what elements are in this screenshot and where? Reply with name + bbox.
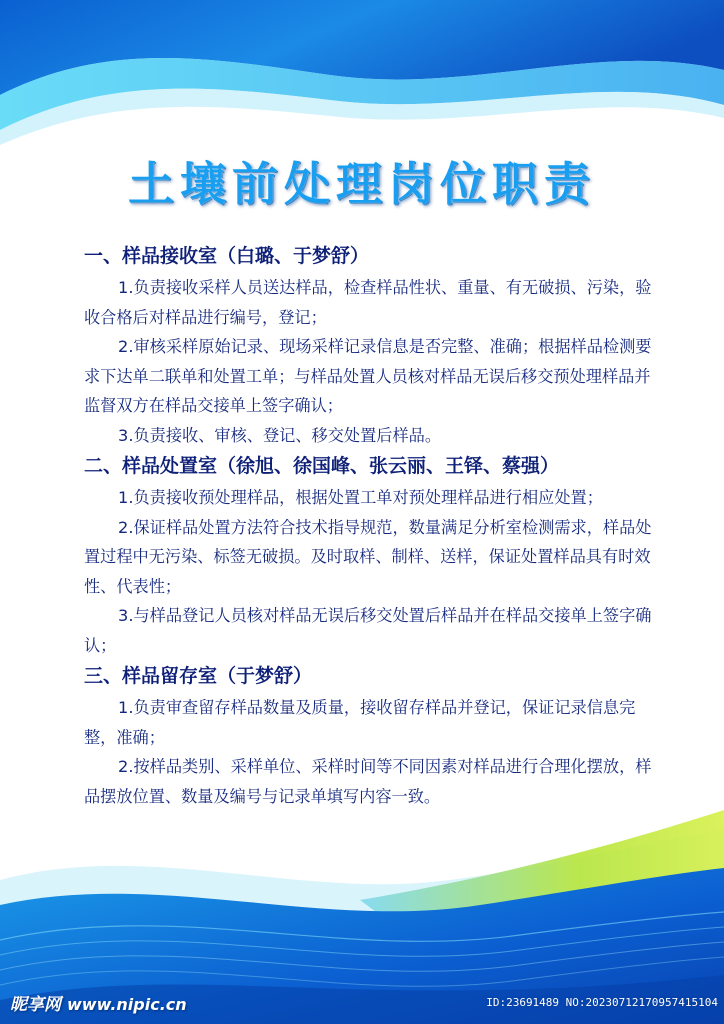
section-retention xyxy=(84,660,656,811)
duty-item: 3.负责接收、审核、登记、移交处置后样品。 xyxy=(118,425,442,445)
section-heading: 三、样品留存室（于梦舒） xyxy=(84,665,313,687)
duty-item: 1.负责审查留存样品数量及质量，接收留存样品并登记，保证记录信息完整，准确； xyxy=(84,698,636,747)
watermark-logo xyxy=(10,990,187,1015)
section-heading: 二、样品处置室（徐旭、徐国峰、张云丽、王铎、蔡强） xyxy=(84,455,560,477)
poster-title: 土壤前处理岗位职责 xyxy=(128,157,596,211)
watermark-logo-text: 昵享网 xyxy=(10,995,61,1015)
watermark-site: www.nipic.cn xyxy=(67,995,187,1014)
duty-item: 1.负责接收预处理样品，根据处置工单对预处理样品进行相应处置； xyxy=(118,488,603,507)
duty-item: 2.按样品类别、采样单位、采样时间等不同因素对样品进行合理化摆放，样品摆放位置、数量及编号与记录单填写内容一致。 xyxy=(84,757,652,806)
watermark-image-id: ID:23691489 NO:20230712170957415104 xyxy=(486,996,718,1009)
duty-item: 2.审核采样原始记录、现场采样记录信息是否完整、准确；根据样品检测要求下达单二联单和处置工单；与样品处置人员核对样品无误后移交预处理样品并监督双方在样品交接单上签字确认； xyxy=(84,337,652,415)
duty-content xyxy=(84,240,656,811)
duty-item: 3.与样品登记人员核对样品无误后移交处置后样品并在样品交接单上签字确认； xyxy=(84,606,652,655)
section-heading: 一、样品接收室（白璐、于梦舒） xyxy=(84,245,370,267)
section-reception xyxy=(84,240,656,450)
section-processing xyxy=(84,450,656,660)
duty-item: 2.保证样品处置方法符合技术指导规范，数量满足分析室检测需求，样品处置过程中无污染、标签无破损。及时取样、制样、送样，保证处置样品具有时效性、代表性； xyxy=(84,517,652,596)
duty-item: 1.负责接收采样人员送达样品，检查样品性状、重量、有无破损、污染，验收合格后对样品进行编号，登记； xyxy=(84,278,652,327)
